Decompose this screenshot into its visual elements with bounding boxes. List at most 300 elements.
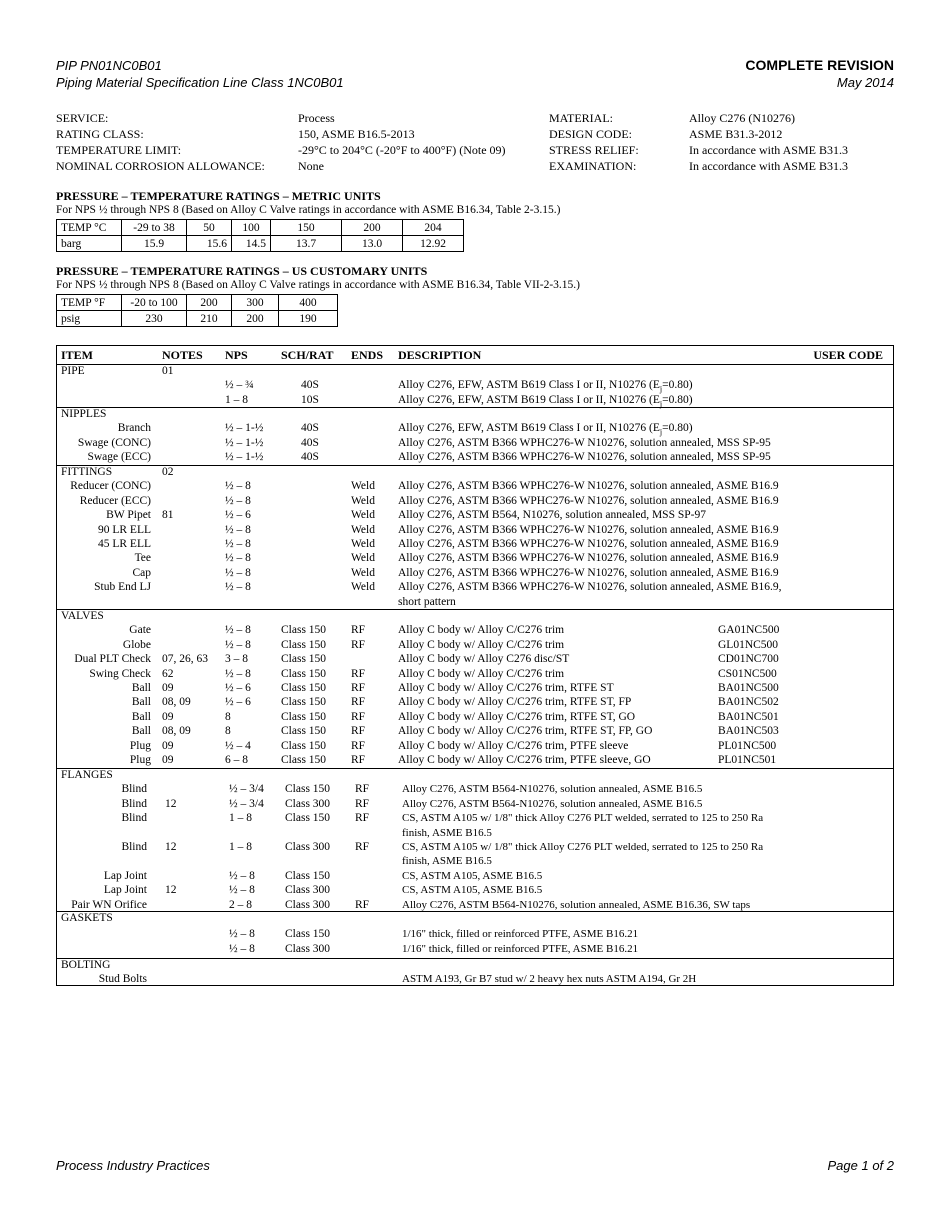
group-note: 02 xyxy=(162,466,174,478)
user-code-cell: GL01NC500 xyxy=(718,638,779,651)
description-cell: Alloy C body w/ Alloy C/C276 trim xyxy=(398,624,565,637)
info-label: STRESS RELIEF: xyxy=(549,143,639,157)
item-cell: Reducer (CONC) xyxy=(70,480,151,493)
description-cell: Alloy C276, ASTM B366 WPHC276-W N10276, solution annealed, ASME B16.9, xyxy=(398,581,782,594)
group-note: 01 xyxy=(162,365,174,377)
item-cell: Swing Check xyxy=(89,667,151,680)
user-code-cell: BA01NC501 xyxy=(718,710,779,723)
description-cell: Alloy C body w/ Alloy C/C276 trim, RTFE ST, GO xyxy=(398,710,636,723)
us-ratings-title: PRESSURE – TEMPERATURE RATINGS – US CUSTOMARY UNITS xyxy=(56,264,428,278)
group-title: BOLTING xyxy=(61,959,111,971)
description-cell xyxy=(398,378,693,392)
metric-ratings-title: PRESSURE – TEMPERATURE RATINGS – METRIC UNITS xyxy=(56,189,381,203)
ends-cell: Weld xyxy=(351,480,375,493)
pressure-cell: 12.92 xyxy=(403,236,464,252)
nps-cell: ½ – 1-½ xyxy=(225,422,264,435)
group-gaskets xyxy=(57,911,893,959)
pressure-cell: 190 xyxy=(279,311,338,327)
description-continuation: short pattern xyxy=(398,595,456,608)
description-text: Alloy C276, EFW, ASTM B619 Class I or II, N10276 (E xyxy=(398,393,660,406)
nps-cell: ½ – 4 xyxy=(225,739,251,752)
nps-cell: ½ – 8 xyxy=(225,638,251,651)
temp-cell: -29 to 38 xyxy=(122,220,187,236)
description-cell: Alloy C276, ASTM B366 WPHC276-W N10276, solution annealed, ASME B16.9 xyxy=(398,566,779,579)
ends-cell: RF xyxy=(351,624,366,637)
description-text: =0.80) xyxy=(662,422,693,435)
table-row xyxy=(57,898,893,912)
temp-label: TEMP °F xyxy=(57,295,122,311)
item-cell: Lap Joint xyxy=(103,884,147,897)
user-code-cell: BA01NC502 xyxy=(718,696,779,709)
description-cell: CS, ASTM A105, ASME B16.5 xyxy=(402,869,543,882)
table-row xyxy=(57,797,893,811)
sch-cell: 40S xyxy=(301,436,319,449)
info-label: MATERIAL: xyxy=(549,111,613,125)
table-row xyxy=(57,595,893,609)
col-notes: NOTES xyxy=(162,348,203,362)
nps-cell: ½ – 6 xyxy=(225,682,251,694)
sch-cell: Class 300 xyxy=(285,797,331,810)
footer-publisher: Process Industry Practices xyxy=(56,1158,210,1173)
sch-cell: Class 150 xyxy=(281,696,327,709)
subscript: j xyxy=(659,427,663,437)
notes-cell: 12 xyxy=(165,797,177,810)
item-cell: Pair WN Orifice xyxy=(71,898,147,911)
subscript: j xyxy=(659,384,663,394)
ends-cell: Weld xyxy=(351,581,375,594)
notes-cell: 09 xyxy=(162,739,174,752)
info-right-values xyxy=(689,110,848,174)
group-title: VALVES xyxy=(61,610,104,622)
table-row xyxy=(57,681,893,695)
description-cell: CS, ASTM A105 w/ 1/8" thick Alloy C276 PLT welded, serrated to 125 to 250 Ra xyxy=(402,841,764,853)
sch-cell: Class 150 xyxy=(281,725,327,738)
sch-cell: Class 300 xyxy=(285,884,331,897)
temp-cell: 204 xyxy=(403,220,464,236)
nps-cell: 1 – 8 xyxy=(229,812,252,825)
description-cell xyxy=(398,421,693,435)
description-cell: 1/16" thick, filled or reinforced PTFE, ASME B16.21 xyxy=(402,928,639,940)
table-row xyxy=(57,508,893,522)
group-bolting xyxy=(57,958,893,986)
item-cell: Globe xyxy=(122,638,151,651)
info-value: In accordance with ASME B31.3 xyxy=(689,143,848,157)
metric-ratings-note: For NPS ½ through NPS 8 (Based on Alloy C Valve ratings in accordance with ASME B16.34, Table 2-3.15.) xyxy=(56,204,561,216)
sch-cell: 10S xyxy=(301,393,319,406)
notes-cell: 12 xyxy=(165,841,177,853)
pressure-cell: 13.7 xyxy=(271,236,342,252)
group-header xyxy=(57,958,893,972)
document-header-left xyxy=(56,57,344,91)
sch-cell: Class 150 xyxy=(281,682,327,694)
document-id: PIP PN01NC0B01 xyxy=(56,58,162,73)
temp-cell: 50 xyxy=(187,220,232,236)
nps-cell: ½ – 8 xyxy=(229,943,255,955)
user-code-cell: BA01NC503 xyxy=(718,725,779,738)
table-row xyxy=(57,695,893,709)
group-header xyxy=(57,911,893,925)
ends-cell: Weld xyxy=(351,523,375,536)
nps-cell: ½ – ¾ xyxy=(225,379,254,392)
notes-cell: 09 xyxy=(162,682,174,694)
description-cell: Alloy C body w/ Alloy C/C276 trim, RTFE ST, FP, GO xyxy=(398,725,653,738)
col-item: ITEM xyxy=(61,348,94,362)
description-cell: ASTM A193, Gr B7 stud w/ 2 heavy hex nuts ASTM A194, Gr 2H xyxy=(402,973,697,986)
table-row xyxy=(57,393,893,407)
description-cell: Alloy C body w/ Alloy C/C276 trim, RTFE ST xyxy=(398,682,614,694)
pressure-label: barg xyxy=(57,236,122,252)
sch-cell: Class 150 xyxy=(285,812,331,825)
table-row xyxy=(57,436,893,450)
nps-cell: ½ – 8 xyxy=(225,480,251,493)
item-cell: Reducer (ECC) xyxy=(79,494,151,507)
table-header xyxy=(57,346,893,365)
table-row xyxy=(57,494,893,508)
item-cell: Plug xyxy=(129,739,151,752)
sch-cell: 40S xyxy=(301,379,319,392)
notes-cell: 09 xyxy=(162,710,174,723)
pressure-row xyxy=(57,311,338,327)
table-row xyxy=(57,421,893,435)
ends-cell: RF xyxy=(351,696,366,709)
table-row xyxy=(57,566,893,580)
sch-cell: Class 150 xyxy=(281,710,327,723)
table-row xyxy=(57,623,893,637)
description-cell: Alloy C276, ASTM B564, N10276, solution annealed, MSS SP-97 xyxy=(398,509,706,522)
description-cell: Alloy C276, ASTM B366 WPHC276-W N10276, solution annealed, ASME B16.9 xyxy=(398,480,779,493)
item-cell: Blind xyxy=(121,841,147,853)
nps-cell: 6 – 8 xyxy=(225,754,248,766)
table-row xyxy=(57,753,893,767)
sch-cell: Class 150 xyxy=(281,653,327,666)
sch-cell: Class 300 xyxy=(285,841,331,853)
table-row xyxy=(57,551,893,565)
description-cell xyxy=(398,393,693,407)
item-cell: Branch xyxy=(117,422,151,435)
description-cell: Alloy C body w/ Alloy C/C276 trim, PTFE sleeve xyxy=(398,739,629,752)
us-ratings-note: For NPS ½ through NPS 8 (Based on Alloy C Valve ratings in accordance with ASME B16.34, Table VII-2-3.15.) xyxy=(56,279,581,291)
nps-cell: ½ – 8 xyxy=(225,624,251,637)
table-row xyxy=(57,537,893,551)
nps-cell: ½ – 8 xyxy=(229,884,255,897)
metric-ratings-table xyxy=(56,219,464,252)
table-row xyxy=(57,450,893,464)
table-row xyxy=(57,652,893,666)
description-continuation: finish, ASME B16.5 xyxy=(402,855,492,868)
group-header xyxy=(57,465,893,479)
nps-cell: ½ – 8 xyxy=(225,538,251,550)
table-row xyxy=(57,724,893,738)
nps-cell: ½ – 8 xyxy=(229,869,255,882)
group-nipples xyxy=(57,407,893,466)
item-cell: 90 LR ELL xyxy=(97,523,151,536)
sch-cell: Class 150 xyxy=(281,667,327,680)
description-cell: Alloy C body w/ Alloy C/C276 trim, RTFE ST, FP xyxy=(398,696,632,709)
group-title: PIPE xyxy=(61,365,85,377)
description-cell: Alloy C276, ASTM B366 WPHC276-W N10276, solution annealed, ASME B16.9 xyxy=(398,494,779,507)
info-label: SERVICE: xyxy=(56,111,109,125)
user-code-cell: GA01NC500 xyxy=(718,624,780,637)
ends-cell: RF xyxy=(351,682,366,694)
nps-cell: ½ – 8 xyxy=(225,566,251,579)
item-cell: Ball xyxy=(131,710,151,723)
table-row xyxy=(57,840,893,854)
sch-cell: Class 300 xyxy=(285,898,331,911)
table-row xyxy=(57,739,893,753)
table-row xyxy=(57,479,893,493)
pressure-cell: 15.6 xyxy=(187,236,232,252)
table-row xyxy=(57,883,893,897)
col-nps: NPS xyxy=(225,348,248,362)
item-cell: Plug xyxy=(129,754,151,766)
nps-cell: ½ – 1-½ xyxy=(225,436,264,449)
description-cell: Alloy C276, ASTM B366 WPHC276-W N10276, solution annealed, ASME B16.9 xyxy=(398,523,779,536)
nps-cell: ½ – 8 xyxy=(229,928,255,940)
sch-cell: Class 300 xyxy=(285,943,331,955)
components-table xyxy=(56,345,894,986)
table-row xyxy=(57,638,893,652)
description-cell: Alloy C276, ASTM B564-N10276, solution annealed, ASME B16.5 xyxy=(402,797,703,810)
temp-cell: 100 xyxy=(232,220,271,236)
notes-cell: 62 xyxy=(162,667,174,680)
item-cell: Swage (CONC) xyxy=(77,436,151,449)
info-value: Alloy C276 (N10276) xyxy=(689,111,795,125)
revision-label: COMPLETE REVISION xyxy=(745,57,894,73)
description-cell: Alloy C276, ASTM B366 WPHC276-W N10276, solution annealed, ASME B16.9 xyxy=(398,538,779,550)
nps-cell: 3 – 8 xyxy=(225,653,248,666)
ends-cell: RF xyxy=(351,638,366,651)
table-row xyxy=(57,782,893,796)
item-cell: Blind xyxy=(121,812,147,825)
ends-cell: RF xyxy=(351,725,366,738)
group-header xyxy=(57,768,893,782)
ends-cell: RF xyxy=(355,841,370,853)
temp-cell: 200 xyxy=(187,295,232,311)
info-label: NOMINAL CORROSION ALLOWANCE: xyxy=(56,159,265,173)
user-code-cell: PL01NC500 xyxy=(718,739,777,752)
info-left-values xyxy=(298,110,506,174)
item-cell: Ball xyxy=(131,725,151,738)
user-code-cell: BA01NC500 xyxy=(718,682,779,694)
description-text: Alloy C276, EFW, ASTM B619 Class I or II, N10276 (E xyxy=(398,379,660,392)
info-value: 150, ASME B16.5-2013 xyxy=(298,127,415,141)
ends-cell: RF xyxy=(351,754,366,766)
description-cell: CS, ASTM A105 w/ 1/8" thick Alloy C276 PLT welded, serrated to 125 to 250 Ra xyxy=(402,812,764,825)
description-cell: Alloy C276, ASTM B366 WPHC276-W N10276, solution annealed, MSS SP-95 xyxy=(398,436,771,449)
item-cell: Stub End LJ xyxy=(94,581,151,594)
user-code-cell: CS01NC500 xyxy=(718,667,777,680)
description-text: =0.80) xyxy=(662,393,693,406)
item-cell: Ball xyxy=(131,682,151,694)
group-title: FLANGES xyxy=(61,769,113,781)
item-cell: Swage (ECC) xyxy=(87,451,151,464)
item-cell: Dual PLT Check xyxy=(74,653,151,666)
ends-cell: RF xyxy=(355,783,370,796)
nps-cell: 2 – 8 xyxy=(229,898,252,911)
table-row xyxy=(57,811,893,825)
description-cell: Alloy C body w/ Alloy C/C276 trim, PTFE sleeve, GO xyxy=(398,754,651,766)
description-text: =0.80) xyxy=(662,379,693,392)
temp-cell: 400 xyxy=(279,295,338,311)
description-cell: Alloy C276, ASTM B564-N10276, solution annealed, ASME B16.5 xyxy=(402,783,703,796)
footer-page-number: Page 1 of 2 xyxy=(827,1158,894,1173)
table-row xyxy=(57,972,893,986)
nps-cell: 8 xyxy=(225,725,231,738)
table-row xyxy=(57,942,893,956)
nps-cell: ½ – 3/4 xyxy=(229,797,264,810)
group-pipe xyxy=(57,364,893,408)
info-left-labels xyxy=(56,110,265,174)
group-fittings xyxy=(57,465,893,610)
sch-cell: Class 150 xyxy=(281,624,327,637)
table-row xyxy=(57,869,893,883)
pressure-cell: 200 xyxy=(232,311,279,327)
user-code-cell: PL01NC501 xyxy=(718,754,777,766)
sch-cell: Class 150 xyxy=(285,869,331,882)
col-user-code: USER CODE xyxy=(813,348,883,362)
pressure-row xyxy=(57,236,464,252)
group-title: GASKETS xyxy=(61,912,113,924)
description-cell: 1/16" thick, filled or reinforced PTFE, ASME B16.21 xyxy=(402,943,639,955)
ends-cell: Weld xyxy=(351,552,375,565)
group-title: FITTINGS xyxy=(61,466,113,478)
item-cell: Blind xyxy=(121,797,147,810)
pressure-label: psig xyxy=(57,311,122,327)
info-value: In accordance with ASME B31.3 xyxy=(689,159,848,173)
temp-cell: 200 xyxy=(342,220,403,236)
item-cell: Blind xyxy=(121,783,147,796)
info-label: RATING CLASS: xyxy=(56,127,144,141)
nps-cell: ½ – 8 xyxy=(225,581,251,594)
pressure-cell: 13.0 xyxy=(342,236,403,252)
pressure-cell: 15.9 xyxy=(122,236,187,252)
temp-label: TEMP °C xyxy=(57,220,122,236)
sch-cell: Class 150 xyxy=(285,928,331,940)
item-cell: Stud Bolts xyxy=(98,973,147,986)
notes-cell: 81 xyxy=(162,509,174,522)
ends-cell: Weld xyxy=(351,538,375,550)
description-cell: Alloy C276, ASTM B366 WPHC276-W N10276, solution annealed, ASME B16.9 xyxy=(398,552,779,565)
item-cell: Ball xyxy=(131,696,151,709)
col-sch: SCH/RAT xyxy=(281,348,334,362)
user-code-cell: CD01NC700 xyxy=(718,653,779,666)
ends-cell: RF xyxy=(355,898,370,911)
ends-cell: Weld xyxy=(351,566,375,579)
description-text: Alloy C276, EFW, ASTM B619 Class I or II, N10276 (E xyxy=(398,422,660,435)
ends-cell: RF xyxy=(355,812,370,825)
subscript: j xyxy=(659,399,663,409)
ends-cell: RF xyxy=(351,667,366,680)
item-cell: Lap Joint xyxy=(103,869,147,882)
nps-cell: 1 – 8 xyxy=(225,393,248,406)
ends-cell: Weld xyxy=(351,494,375,507)
table-row xyxy=(57,667,893,681)
group-header xyxy=(57,407,893,421)
info-value: None xyxy=(298,159,324,173)
table-row xyxy=(57,523,893,537)
info-label: DESIGN CODE: xyxy=(549,127,632,141)
table-row xyxy=(57,710,893,724)
item-cell: BW Pipet xyxy=(106,509,151,522)
sch-cell: Class 150 xyxy=(281,638,327,651)
nps-cell: ½ – 8 xyxy=(225,667,251,680)
pressure-cell: 210 xyxy=(187,311,232,327)
col-ends: ENDS xyxy=(351,348,384,362)
description-cell: Alloy C276, ASTM B366 WPHC276-W N10276, solution annealed, MSS SP-95 xyxy=(398,451,771,464)
notes-cell: 07, 26, 63 xyxy=(162,653,208,666)
ends-cell: RF xyxy=(351,710,366,723)
description-cell: Alloy C body w/ Alloy C/C276 trim xyxy=(398,667,565,680)
table-row xyxy=(57,826,893,840)
description-cell: Alloy C276, ASTM B564-N10276, solution annealed, ASME B16.36, SW taps xyxy=(402,898,751,911)
notes-cell: 08, 09 xyxy=(162,696,191,709)
nps-cell: 8 xyxy=(225,710,231,723)
document-title: Piping Material Specification Line Class 1NC0B01 xyxy=(56,75,344,90)
sch-cell: Class 150 xyxy=(281,739,327,752)
description-continuation: finish, ASME B16.5 xyxy=(402,826,492,839)
nps-cell: ½ – 3/4 xyxy=(229,783,264,796)
group-flanges xyxy=(57,768,893,912)
table-row xyxy=(57,580,893,594)
notes-cell: 08, 09 xyxy=(162,725,191,738)
ends-cell: Weld xyxy=(351,509,375,522)
nps-cell: ½ – 8 xyxy=(225,494,251,507)
pressure-cell: 230 xyxy=(122,311,187,327)
sch-cell: 40S xyxy=(301,451,319,464)
us-ratings-table xyxy=(56,294,338,327)
notes-cell: 12 xyxy=(165,884,177,897)
temp-cell: 150 xyxy=(271,220,342,236)
nps-cell: ½ – 8 xyxy=(225,523,251,536)
nps-cell: ½ – 8 xyxy=(225,552,251,565)
document-header-right xyxy=(745,57,894,91)
nps-cell: ½ – 1-½ xyxy=(225,451,264,464)
info-right-labels xyxy=(549,110,639,174)
revision-date: May 2014 xyxy=(836,75,894,90)
info-value: ASME B31.3-2012 xyxy=(689,127,783,141)
info-label: EXAMINATION: xyxy=(549,159,637,173)
ends-cell: RF xyxy=(355,797,370,810)
temp-cell: -20 to 100 xyxy=(122,295,187,311)
table-row xyxy=(57,927,893,941)
sch-cell: 40S xyxy=(301,422,319,435)
info-value: Process xyxy=(298,111,335,125)
info-value: -29°C to 204°C (-20°F to 400°F) (Note 09) xyxy=(298,143,506,157)
pressure-cell: 14.5 xyxy=(232,236,271,252)
sch-cell: Class 150 xyxy=(285,783,331,796)
description-cell: Alloy C body w/ Alloy C/C276 trim xyxy=(398,638,565,651)
group-header xyxy=(57,609,893,623)
nps-cell: ½ – 6 xyxy=(225,509,251,522)
sch-cell: Class 150 xyxy=(281,754,327,766)
temp-row xyxy=(57,220,464,236)
temp-row xyxy=(57,295,338,311)
notes-cell: 09 xyxy=(162,754,174,766)
ends-cell: RF xyxy=(351,739,366,752)
item-cell: Gate xyxy=(129,624,151,637)
nps-cell: 1 – 8 xyxy=(229,841,252,853)
item-cell: 45 LR ELL xyxy=(97,538,151,550)
table-row xyxy=(57,378,893,392)
table-row xyxy=(57,854,893,868)
item-cell: Cap xyxy=(132,566,151,579)
info-label: TEMPERATURE LIMIT: xyxy=(56,143,182,157)
nps-cell: ½ – 6 xyxy=(225,696,251,709)
group-header xyxy=(57,364,893,378)
temp-cell: 300 xyxy=(232,295,279,311)
item-cell: Tee xyxy=(134,552,151,565)
description-cell: CS, ASTM A105, ASME B16.5 xyxy=(402,884,543,897)
